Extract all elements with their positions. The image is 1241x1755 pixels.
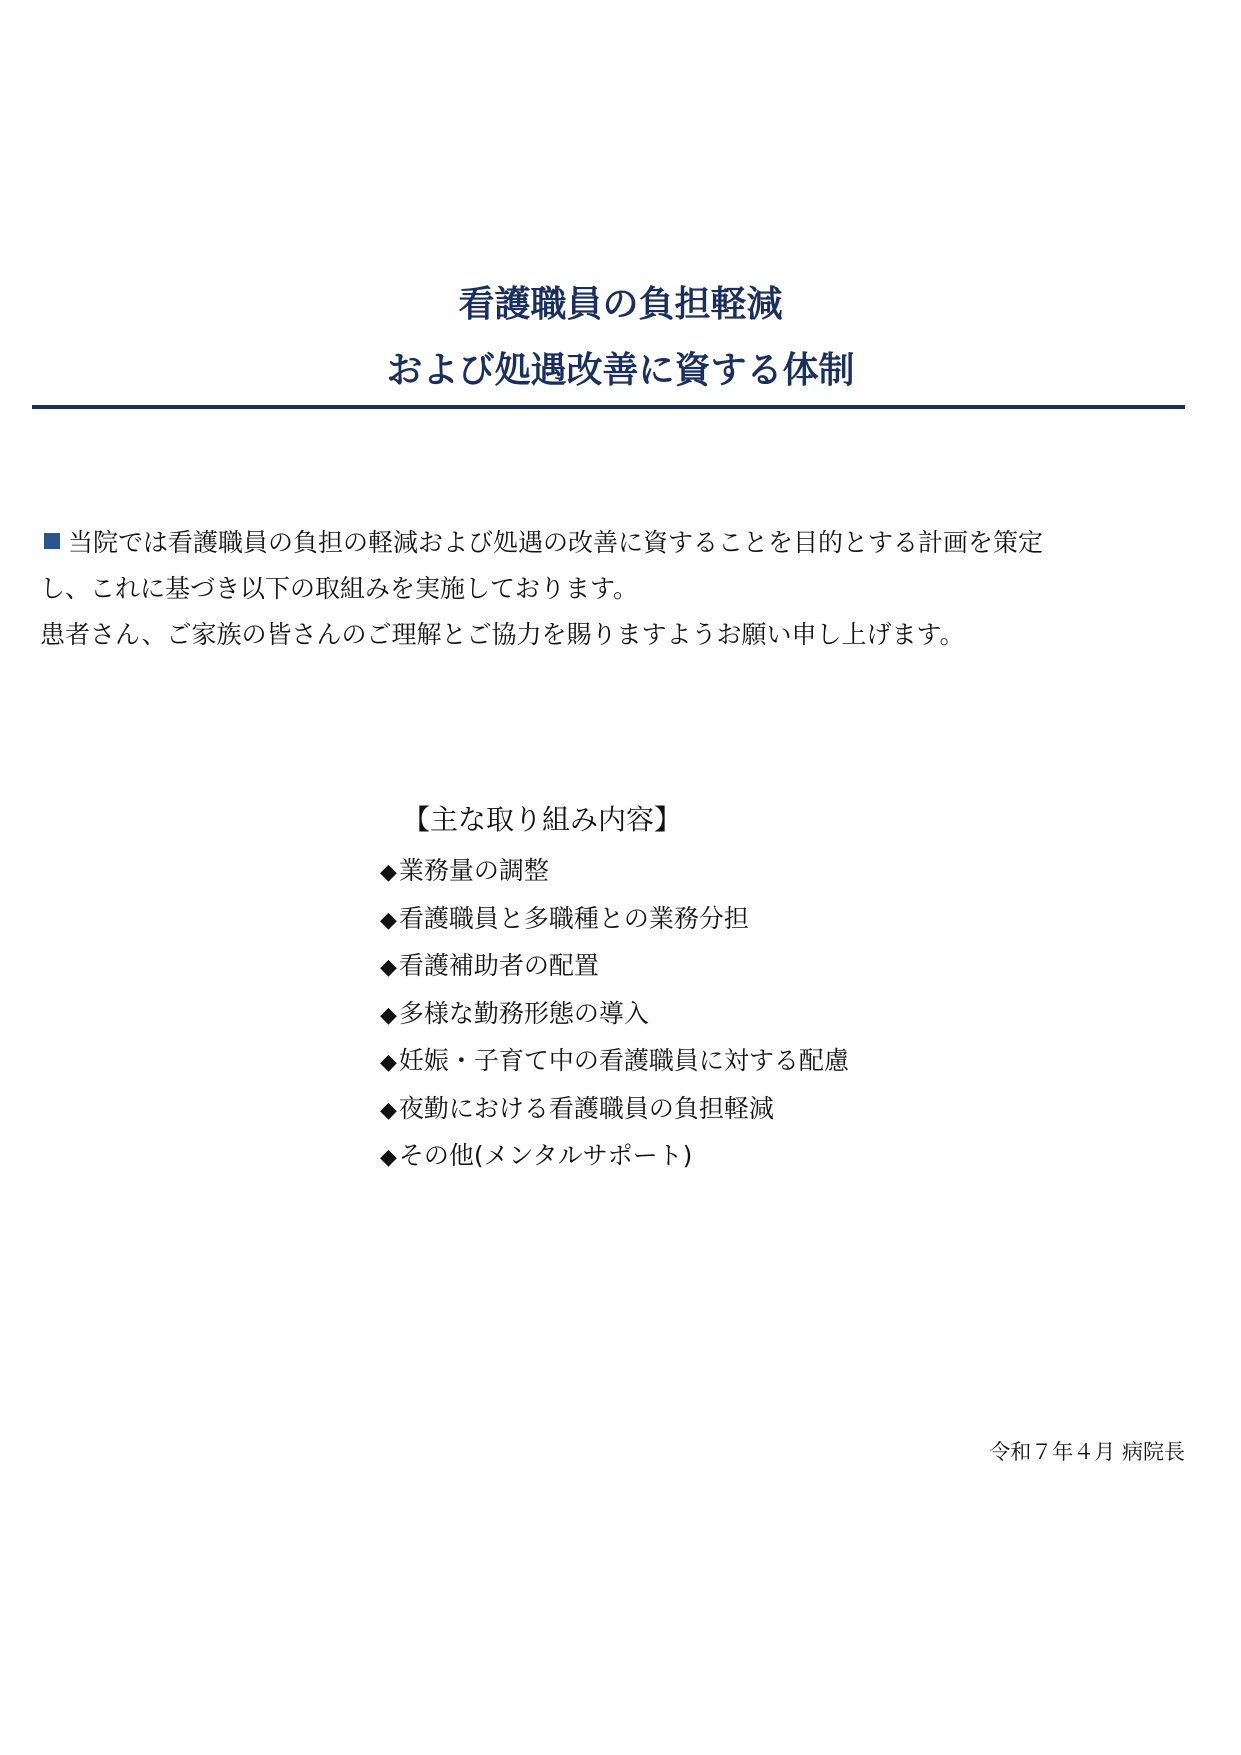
diamond-bullet-icon: ◆	[380, 907, 397, 933]
diamond-bullet-icon: ◆	[380, 1097, 397, 1123]
list-item-label: 多様な勤務形態の導入	[398, 998, 649, 1028]
measures-list	[380, 800, 940, 1181]
list-item	[380, 848, 940, 896]
list-item	[380, 896, 940, 944]
list-item	[380, 943, 940, 991]
signature: 令和７年４月 病院長	[989, 1440, 1185, 1464]
diamond-bullet-icon: ◆	[380, 860, 397, 885]
intro-line-2: し、これに基づき以下の取組みを実施しております。	[40, 574, 639, 603]
intro-paragraph	[40, 520, 1210, 658]
list-item-label: その他(メンタルサポート)	[398, 1141, 693, 1170]
document-title	[0, 272, 1241, 404]
list-item-label: 看護職員と多職種との業務分担	[398, 903, 749, 933]
diamond-bullet-icon: ◆	[380, 1002, 397, 1028]
square-bullet-icon	[44, 533, 60, 549]
measures-heading: 【主な取り組み内容】	[402, 803, 683, 836]
title-line-2: および処遇改善に資する体制	[386, 350, 855, 391]
list-item	[380, 1133, 940, 1181]
list-item	[380, 1086, 940, 1134]
intro-line-3: 患者さん、ご家族の皆さんのご理解とご協力を賜りますようお願い申し上げます。	[40, 620, 965, 649]
diamond-bullet-icon: ◆	[380, 955, 397, 980]
title-divider	[32, 405, 1185, 409]
list-item	[380, 1038, 940, 1086]
intro-line-1	[40, 520, 1210, 566]
intro-text-1: 当院では看護職員の負担の軽減および処遇の改善に資することを目的とする計画を策定	[68, 528, 1044, 557]
list-item-label: 妊娠・子育て中の看護職員に対する配慮	[398, 1046, 849, 1075]
list-item-label: 看護補助者の配置	[398, 951, 599, 980]
title-line-1: 看護職員の負担軽減	[458, 284, 783, 325]
list-item-label: 業務量の調整	[398, 856, 549, 885]
diamond-bullet-icon: ◆	[380, 1145, 397, 1170]
list-item-label: 夜勤における看護職員の負担軽減	[398, 1093, 774, 1123]
list-item	[380, 991, 940, 1039]
diamond-bullet-icon: ◆	[380, 1050, 397, 1075]
